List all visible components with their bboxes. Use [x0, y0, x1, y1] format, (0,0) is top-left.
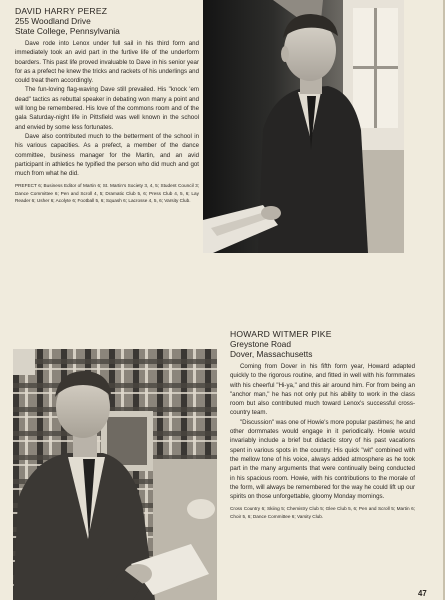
bio-paragraph: Dave also contributed much to the betterment of the school in his various capacities. As a prefect, a member of the dance committee, business manager for the Martin, and an avid participant in athletics he typified the person who did much and got much from what he did. [15, 132, 199, 178]
portrait-photo-pike [13, 349, 217, 600]
bio-paragraph: Dave rode into Lenox under full sail in his third form and immediately took an avid part in the furtive life of the underform boarders. This past life proved invaluable to Dave in his senior year for as a prefect he knew the tricks and rackets of his underlings and could treat them accordingly. [15, 40, 199, 85]
biography [230, 362, 415, 501]
student-name: DAVID HARRY PEREZ [15, 6, 108, 16]
portrait-image [203, 0, 404, 253]
address-line-2: Dover, Massachusetts [230, 349, 313, 359]
bio-paragraph: Coming from Dover in his fifth form year, Howard adapted quickly to the rigorous routine, and fitted in well with his formmates with his cheerful "Hi-ya," and this air around him. For from being an "anchor man," he has not only put his ability to work in the class room but also contributed much toward Lenox's successful cross-country team. [230, 363, 415, 417]
activities-list: Cross Country 6; Skiing 5; Chemistry Club 5; Glee Club 5, 6; Pen and Scroll 5; Martin 6; Choir 5, 6; Dance Committee 6; Varsity Club. [230, 506, 415, 519]
page-number: 47 [418, 589, 427, 598]
portrait-photo-perez [203, 0, 404, 253]
activities-list: PREFECT 6; Business Editor of Martin 6; St. Martin's Society 3, 4, 5; Student Council 3; Dance Committee 6; Pen and Scroll 4, 5; Dramatic Club 5, 6; Press Club 4, 5, 6; Lay Reader 6; Usher 6; Acolyte 6; Football 5, 6; Squash 6; Lacrosse 4, 5, 6; Varsity Club. [15, 183, 199, 204]
address-line-2: State College, Pennsylvania [15, 26, 120, 36]
senior-entry-perez [15, 6, 199, 204]
bio-paragraph: The fun-loving flag-waving Dave still prevailed. His "knock 'em dead" tactics as rebuttal speaker in debating won many a point and will long be remembered. His love of the commons room and of the gala Saturday-night life in Pittsfield was well known in the school and envied by some less fortunates. [15, 86, 199, 131]
senior-entry-pike [230, 329, 415, 520]
bio-paragraph: "Discussion" was one of Howie's more popular pastimes; he and other dormmates would engage in it periodically. Howie would invariably include a brief but didactic story of his past vacations spent in various spots in the country. His quick "wit" combined with the mellow tone of his voice, always added atmosphere as he took part in the many arguments that were continually being conducted in his spacious room. Howie, with his contributions to the morale of the form, will always be remembered for the way he could lift up our spirits on those unforgettable, gloomy Monday mornings. [230, 418, 415, 501]
student-name: HOWARD WITMER PIKE [230, 329, 332, 339]
address-line-1: 255 Woodland Drive [15, 16, 91, 26]
address-line-1: Greystone Road [230, 339, 291, 349]
biography [15, 39, 199, 178]
portrait-image [13, 349, 217, 600]
